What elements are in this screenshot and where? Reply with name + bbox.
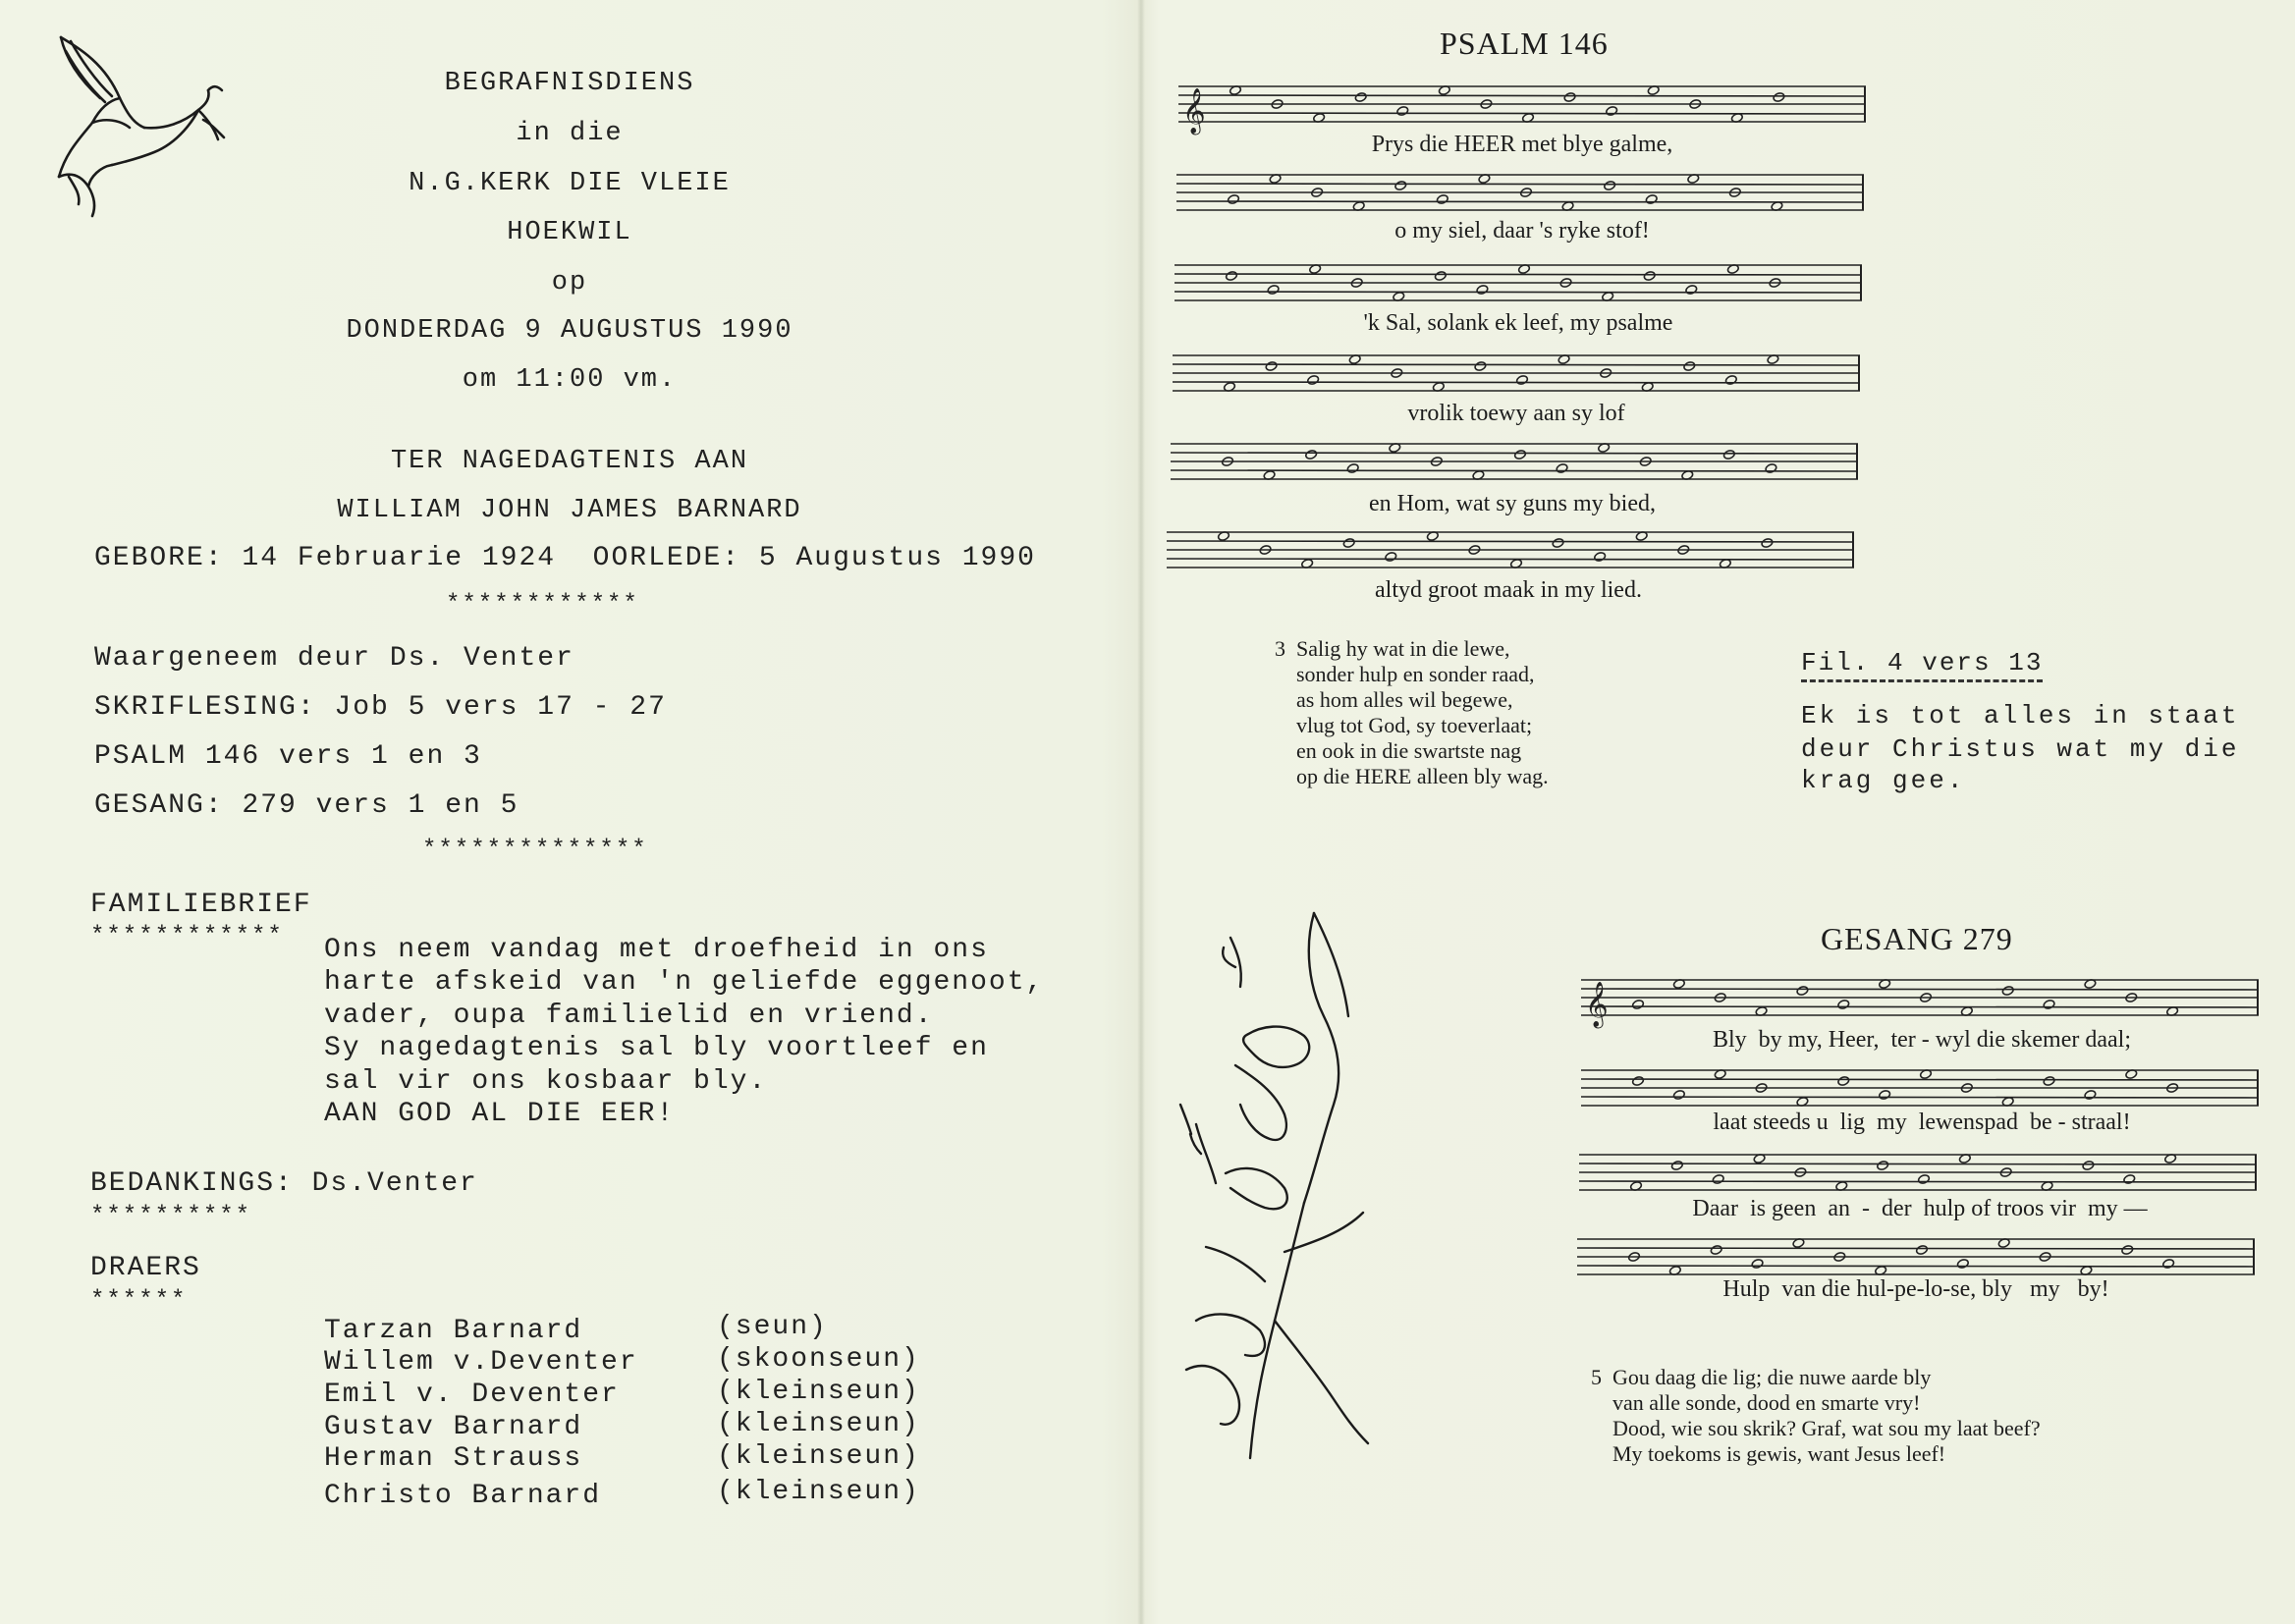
service-in-die: in die (516, 119, 624, 148)
psalm-staff (1169, 436, 1862, 495)
psalm-lyric: en Hom, wat sy guns my bied, (1369, 491, 1656, 516)
note-head (1226, 271, 1238, 282)
family-letter-line: Ons neem vandag met droefheid in ons (324, 935, 989, 965)
note-head (1683, 361, 1696, 372)
note-head (1796, 986, 1809, 997)
note-head (1916, 1245, 1929, 1256)
note-head (1552, 538, 1564, 549)
center-fold (1137, 0, 1145, 1624)
bearer-relation: (kleinseun) (717, 1477, 920, 1507)
psalm-verse-3-line: op die HERE alleen bly wag. (1275, 764, 1549, 788)
deceased-name: WILLIAM JOHN JAMES BARNARD (337, 496, 802, 525)
psalm-staff (1173, 257, 1866, 316)
note-head (1632, 1076, 1645, 1087)
bearer-relation: (kleinseun) (717, 1409, 920, 1439)
psalm-lyric: vrolik toewy aan sy lof (1407, 401, 1625, 426)
family-letter-line: AAN GOD AL DIE EER! (324, 1099, 676, 1129)
note-head (1346, 463, 1359, 474)
bearer-relation: (seun) (717, 1312, 828, 1342)
hymn-verse-5-line: 5 Gou daag die lig; die nuwe aarde bly (1591, 1365, 1932, 1389)
service-title: BEGRAFNISDIENS (444, 69, 695, 98)
staff-line (1176, 184, 1864, 185)
separator-1: ************ (446, 591, 639, 618)
psalm-verse-3-line: vlug tot God, sy toeverlaat; (1275, 713, 1533, 737)
note-head (1516, 375, 1529, 386)
note-head (1474, 361, 1487, 372)
psalm-lyric: altyd groot maak in my lied. (1375, 577, 1642, 603)
note-head (1879, 1090, 1891, 1101)
staff-line (1171, 453, 1858, 454)
staff-line (1579, 1181, 2257, 1182)
family-letter-label: FAMILIEBRIEF (90, 890, 312, 920)
note-head (1434, 271, 1447, 282)
note-head (1476, 285, 1489, 296)
note-head (2001, 986, 2014, 997)
note-head (1765, 463, 1777, 474)
staff-line (1581, 1079, 2259, 1080)
note-head (2121, 1245, 2134, 1256)
flower-illustration (1167, 908, 1383, 1468)
note-head (1396, 106, 1409, 117)
staff-line (1178, 113, 1866, 114)
note-head (1670, 1161, 1683, 1171)
bearer-name: Gustav Barnard (324, 1412, 583, 1442)
thanks-line: BEDANKINGS: Ds.Venter (90, 1168, 478, 1199)
note-head (1685, 285, 1698, 296)
note-head (1594, 552, 1607, 563)
note-head (2084, 1090, 2097, 1101)
note-head (1773, 92, 1785, 103)
clef-symbol: 𝄞 (1585, 982, 1609, 1027)
service-date: DONDERDAG 9 AUGUSTUS 1990 (346, 316, 793, 346)
hymn-lyric: laat steeds u lig my lewenspad be - straal! (1713, 1110, 2131, 1135)
note-head (1604, 181, 1616, 191)
note-head (1632, 1000, 1645, 1010)
memorial-heading: TER NAGEDAGTENIS AAN (390, 447, 749, 476)
family-letter-underline: ************ (90, 923, 284, 949)
hymn-verse-5-line: Dood, wie sou skrik? Graf, wat sou my laat beef? (1591, 1416, 2041, 1440)
family-letter-line: sal vir ons kosbaar bly. (324, 1066, 768, 1097)
note-head (1385, 552, 1397, 563)
bearer-name: Herman Strauss (324, 1443, 583, 1474)
bearer-name: Tarzan Barnard (324, 1316, 583, 1346)
note-head (1606, 106, 1618, 117)
hymn-reference: GESANG: 279 vers 1 en 5 (94, 790, 519, 821)
hymn-staff (1579, 972, 2263, 1033)
note-head (1354, 92, 1367, 103)
note-head (2043, 1000, 2055, 1010)
psalm-staff (1176, 79, 1870, 137)
bearer-name: Willem v.Deventer (324, 1347, 638, 1378)
bearers-underline: ****** (90, 1287, 188, 1314)
scripture-line: deur Christus wat my die (1801, 734, 2240, 764)
note-head (1672, 1090, 1685, 1101)
note-head (2082, 1161, 2095, 1171)
psalm-staff (1171, 348, 1864, 406)
psalm-title: PSALM 146 (1440, 26, 1609, 61)
note-head (1918, 1174, 1931, 1185)
service-op: op (551, 268, 588, 298)
note-head (1712, 1174, 1724, 1185)
psalm-lyric: Prys die HEER met blye galme, (1371, 132, 1673, 157)
note-head (1305, 450, 1318, 460)
hymn-lyric: Hulp van die hul-pe-lo-se, bly my by! (1722, 1276, 2109, 1302)
town-name: HOEKWIL (507, 218, 632, 247)
hymn-verse-5-line: van alle sonde, dood en smarte vry! (1591, 1390, 1921, 1415)
staff-line (1577, 1248, 2255, 1249)
family-letter-line: harte afskeid van 'n geliefde eggenoot, (324, 967, 1045, 998)
church-name: N.G.KERK DIE VLEIE (409, 169, 731, 198)
staff-line (1167, 559, 1854, 560)
bearer-relation: (kleinseun) (717, 1441, 920, 1472)
note-head (2162, 1259, 2175, 1270)
note-head (1563, 92, 1576, 103)
family-letter-line: Sy nagedagtenis sal bly voortleef en (324, 1033, 989, 1063)
psalm-lyric: 'k Sal, solank ek leef, my psalme (1363, 310, 1673, 336)
bearer-name: Emil v. Deventer (324, 1380, 620, 1410)
bearer-relation: (kleinseun) (717, 1377, 920, 1407)
note-head (1643, 271, 1656, 282)
staff-line (1167, 541, 1854, 542)
psalm-verse-3-line: sonder hulp en sonder raad, (1275, 662, 1535, 686)
staff-line (1176, 201, 1864, 202)
bearers-label: DRAERS (90, 1253, 201, 1283)
staff-line (1178, 95, 1866, 96)
scripture-line: Ek is tot alles in staat (1801, 701, 2240, 731)
staff-line (1581, 1006, 2259, 1007)
note-head (1645, 194, 1658, 205)
separator-2: ************** (422, 837, 648, 863)
bearer-relation: (skoonseun) (717, 1344, 920, 1375)
family-letter-line: vader, oupa familielid en vriend. (324, 1001, 934, 1031)
note-head (2043, 1076, 2055, 1087)
note-head (1307, 375, 1320, 386)
note-head (2123, 1174, 2136, 1185)
birth-death-dates: GEBORE: 14 Februarie 1924 OORLEDE: 5 Augustus 1990 (94, 543, 1036, 573)
note-head (1837, 1000, 1850, 1010)
note-head (1556, 463, 1568, 474)
hymn-lyric: Daar is geen an - der hulp of troos vir my — (1692, 1196, 2148, 1221)
note-head (1265, 361, 1278, 372)
hymn-lyric: Bly by my, Heer, ter - wyl die skemer daal; (1712, 1027, 2132, 1053)
staff-line (1175, 274, 1862, 275)
psalm-verse-3-line: en ook in die swartste nag (1275, 738, 1522, 763)
bearer-name: Christo Barnard (324, 1481, 602, 1511)
note-head (1342, 538, 1355, 549)
psalm-staff (1175, 167, 1868, 226)
note-head (1751, 1259, 1764, 1270)
staff-line (1173, 382, 1860, 383)
note-head (1394, 181, 1407, 191)
staff-line (1581, 989, 2259, 990)
note-head (1724, 375, 1737, 386)
note-head (1956, 1259, 1969, 1270)
note-head (1722, 450, 1735, 460)
psalm-staff (1165, 524, 1858, 583)
psalm-verse-3-line: as hom alles wil begewe, (1275, 687, 1513, 712)
psalm-reference: PSALM 146 vers 1 en 3 (94, 741, 482, 772)
hymn-title: GESANG 279 (1821, 921, 2013, 956)
thanks-underline: ********** (90, 1203, 252, 1229)
psalm-verse-3-line: 3 Salig hy wat in die lewe, (1275, 636, 1510, 661)
note-head (1228, 194, 1240, 205)
psalm-lyric: o my siel, daar 's ryke stof! (1394, 218, 1650, 244)
dove-illustration (51, 29, 228, 226)
note-head (1761, 538, 1774, 549)
note-head (1710, 1245, 1722, 1256)
note-head (1514, 450, 1527, 460)
note-head (1267, 285, 1280, 296)
scripture-line: krag gee. (1801, 766, 1966, 795)
note-head (1877, 1161, 1889, 1171)
scripture-reading: SKRIFLESING: Job 5 vers 17 - 27 (94, 692, 667, 723)
scripture-reference: Fil. 4 vers 13 (1801, 648, 2043, 682)
clef-symbol: 𝄞 (1182, 88, 1206, 134)
note-head (1436, 194, 1448, 205)
hymn-verse-5-line: My toekoms is gewis, want Jesus leef! (1591, 1441, 1946, 1466)
service-time: om 11:00 vm. (462, 365, 678, 395)
staff-line (1171, 470, 1858, 471)
officiant: Waargeneem deur Ds. Venter (94, 643, 574, 674)
note-head (1837, 1076, 1850, 1087)
